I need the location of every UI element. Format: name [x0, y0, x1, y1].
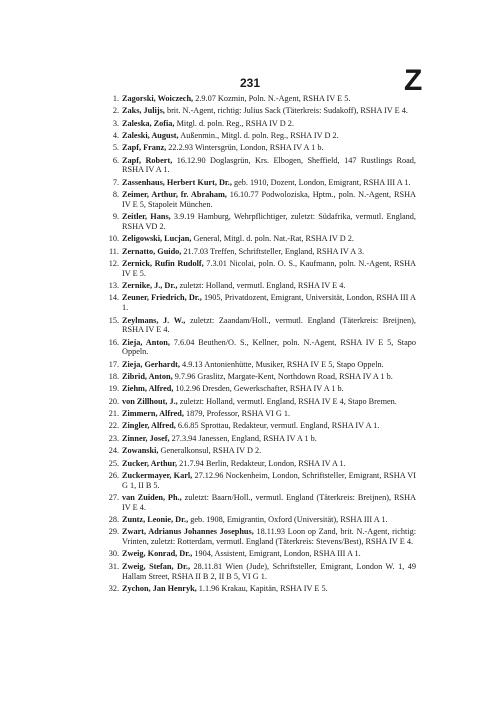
- list-item: [104, 584, 416, 594]
- entry-number: 22.: [108, 421, 119, 431]
- entry-details: 18.11.93 Loon op Zand, brit. N.-Agent, richtig: Vrinten, zuletzt: Rotterdam, vermutl. England (Täterkreis: Stevens/Best), RSHA IV E 4.: [122, 527, 416, 547]
- entry-details: zuletzt: Holland, vermutl. England, RSHA IV E 4, Stapo Bremen.: [177, 396, 397, 406]
- entry-number: 27.: [108, 492, 119, 502]
- entry-details: 1904, Assistent, Emigrant, London, RSHA III A 1.: [192, 549, 361, 559]
- entry-name: Ziehm, Alfred,: [122, 384, 174, 394]
- entry-details: 27.3.94 Janessen, England, RSHA IV A 1 b.: [169, 433, 317, 443]
- entry-details: Mitgl. d. poln. Reg., RSHA IV D 2.: [174, 118, 294, 128]
- entry-details: zuletzt: Baarn/Holl., vermutl. England (Täterkreis: Breijnen), RSHA IV E 4.: [122, 492, 416, 512]
- list-item: [104, 119, 416, 129]
- entry-name: Zuntz, Leonie, Dr.,: [122, 515, 189, 525]
- list-item: [104, 281, 416, 291]
- list-item: [104, 190, 416, 210]
- entry-details: 7.3.01 Nicolai, poln. O. S., Kaufmann, poln. N.-Agent, RSHA IV E 5.: [122, 259, 416, 278]
- entry-number: 4.: [112, 131, 119, 141]
- list-item: [104, 94, 416, 104]
- entry-number: 20.: [108, 396, 119, 406]
- list-item: [104, 131, 416, 141]
- entry-number: 10.: [108, 234, 119, 244]
- entry-name: von Zillhout, J.,: [122, 396, 178, 406]
- list-item: [104, 372, 416, 382]
- entry-name: van Zuiden, Ph.,: [122, 492, 182, 502]
- list-item: [104, 293, 416, 313]
- entry-details: 21.7.94 Berlin, Redakteur, London, RSHA IV A 1.: [177, 458, 346, 468]
- entry-name: Zeligowski, Lucjan,: [122, 234, 192, 244]
- entry-number: 5.: [112, 143, 119, 153]
- entry-name: Zeylmans, J. W.,: [122, 315, 186, 325]
- entry-name: Zapf, Robert,: [122, 155, 173, 165]
- list-item: [104, 515, 416, 525]
- entry-details: Generalkonsul, RSHA IV D 2.: [158, 446, 262, 456]
- list-item: [104, 178, 416, 188]
- list-item: [104, 421, 416, 431]
- entry-number: 30.: [108, 549, 119, 559]
- list-item: [104, 143, 416, 153]
- entry-details: Außenmin., Mitgl. d. poln. Reg., RSHA IV D 2.: [178, 131, 339, 141]
- entry-name: Zernike, J., Dr.,: [122, 281, 178, 291]
- list-item: [104, 360, 416, 370]
- list-item: [104, 156, 416, 176]
- entry-number: 2.: [112, 106, 119, 116]
- entry-name: Zieja, Gerhardt,: [122, 359, 180, 369]
- entry-name: Zapf, Franz,: [122, 143, 167, 153]
- entry-details: 28.11.81 Wien (Jude), Schriftsteller, Emigrant, London W. 1, 49 Hallam Street, RSHA II B 2, II B 5, VI G 1.: [122, 561, 416, 581]
- entry-number: 8.: [112, 190, 119, 200]
- entry-details: 1.1.96 Krakau, Kapitän, RSHA IV E 5.: [196, 583, 328, 593]
- entry-name: Zimmern, Alfred,: [122, 409, 184, 419]
- entry-details: 4.9.13 Antonienhütte, Musiker, RSHA IV E 5, Stapo Oppeln.: [179, 359, 384, 369]
- list-item: [104, 316, 416, 336]
- entry-details: 10.2.96 Dresden, Gewerkschafter, RSHA IV A 1 b.: [173, 384, 344, 394]
- entry-number: 17.: [108, 359, 119, 369]
- entry-details: 1905, Privatdozent, Emigrant, Universität, London, RSHA III A 1.: [122, 293, 417, 313]
- entry-number: 29.: [108, 527, 119, 537]
- entry-details: zuletzt: Zaandam/Holl., vermutl. England (Täterkreis: Breijnen), RSHA IV E 4.: [122, 315, 416, 335]
- entry-number: 18.: [108, 372, 119, 382]
- entry-number: 32.: [108, 583, 119, 593]
- list-item: [104, 459, 416, 469]
- list-item: [104, 259, 416, 279]
- list-item: [104, 493, 416, 513]
- entry-details: 21.7.03 Treffen, Schriftsteller, England, RSHA IV A 3.: [181, 246, 365, 256]
- entry-name: Zychon, Jan Henryk,: [122, 583, 197, 593]
- entry-number: 26.: [108, 470, 119, 480]
- entry-details: zuletzt: Holland, vermutl. England, RSHA IV E 4.: [177, 281, 346, 291]
- entry-name: Zowanski,: [122, 446, 159, 456]
- list-item: [104, 446, 416, 456]
- entry-name: Zaleska, Zofia,: [122, 118, 175, 128]
- entry-number: 14.: [108, 293, 119, 303]
- entry-details: 6.6.85 Sprottau, Redakteur, vermutl. England, RSHA IV A 1.: [175, 421, 380, 431]
- entry-details: geb. 1908, Emigrantin, Oxford (Universität), RSHA III A 1.: [188, 515, 388, 525]
- list-item: [104, 384, 416, 394]
- entry-details: 16.12.90 Doglasgrün, Krs. Elbogen, Sheffield, 147 Rustlings Road, RSHA IV A 1.: [122, 155, 416, 175]
- list-item: [104, 471, 416, 491]
- entry-details: 27.12.96 Nockenheim, London, Schriftsteller, Emigrant, RSHA VI G 1, II B 5.: [122, 470, 417, 490]
- list-item: [104, 234, 416, 244]
- entry-name: Zweig, Stefan, Dr.,: [122, 561, 191, 571]
- entry-number: 9.: [112, 212, 119, 222]
- entry-name: Zingler, Alfred,: [122, 421, 176, 431]
- entry-name: Zeitler, Hans,: [122, 212, 171, 222]
- entry-name: Zuckermayer, Karl,: [122, 470, 193, 480]
- entry-number: 19.: [108, 384, 119, 394]
- list-item: [104, 106, 416, 116]
- entry-number: 23.: [108, 433, 119, 443]
- entry-number: 13.: [108, 281, 119, 291]
- entry-details: 7.6.04 Beuthen/O. S., Kellner, poln. N.-Agent, RSHA IV E 5, Stapo Oppeln.: [122, 337, 416, 357]
- entry-name: Zagorski, Woiczech,: [122, 94, 194, 103]
- list-item: [104, 338, 416, 358]
- list-item: [104, 409, 416, 419]
- entry-name: Zeuner, Friedrich, Dr.,: [122, 293, 202, 303]
- entry-number: 12.: [108, 259, 119, 269]
- entry-name: Zwart, Adrianus Johannes Josephus,: [122, 527, 254, 537]
- page-number: 231: [239, 76, 261, 90]
- entry-number: 1.: [112, 94, 119, 103]
- entry-number: 28.: [108, 515, 119, 525]
- entry-name: Zassenhaus, Herbert Kurt, Dr.,: [122, 177, 232, 187]
- entry-number: 24.: [108, 446, 119, 456]
- entry-name: Zernick, Rufin Rudolf,: [122, 259, 204, 269]
- entry-details: 22.2.93 Wintersgrün, London, RSHA IV A 1 b.: [166, 143, 324, 153]
- entry-name: Zucker, Arthur,: [122, 458, 178, 468]
- list-item: [104, 397, 416, 407]
- entry-number: 11.: [108, 246, 119, 256]
- entry-number: 6.: [112, 155, 119, 165]
- entry-number: 7.: [112, 177, 119, 187]
- entry-number: 16.: [108, 337, 119, 347]
- entry-name: Zinner, Josef,: [122, 433, 170, 443]
- entry-number: 15.: [108, 315, 119, 325]
- entry-details: 9.7.96 Graslitz, Margate-Kent, Northdown Road, RSHA IV A 1 b.: [172, 372, 393, 382]
- entry-number: 31.: [108, 561, 119, 571]
- entry-details: 16.10.77 Podwoloziska, Hptm., poln. N.-Agent, RSHA IV E 5, Stapoleit München.: [122, 190, 416, 209]
- list-item: [104, 434, 416, 444]
- entry-details: geb. 1910, Dozent, London, Emigrant, RSHA III A 1.: [231, 177, 411, 187]
- entry-number: 25.: [108, 458, 119, 468]
- list-item: [104, 247, 416, 257]
- entry-details: General, Mitgl. d. poln. Nat.-Rat, RSHA IV D 2.: [191, 234, 354, 244]
- entry-name: Zweig, Konrad, Dr.,: [122, 549, 193, 559]
- entry-number: 21.: [108, 409, 119, 419]
- entry-details: 2.9.07 Kozmin, Poln. N.-Agent, RSHA IV E 5.: [193, 94, 351, 103]
- section-letter: Z: [404, 64, 423, 97]
- list-item: [104, 549, 416, 559]
- entry-number: 3.: [112, 118, 119, 128]
- list-item: [104, 562, 416, 582]
- entry-name: Zeimer, Arthur, fr. Abraham,: [122, 190, 227, 200]
- list-item: [104, 212, 416, 232]
- entry-name: Zernatto, Guido,: [122, 246, 182, 256]
- list-item: [104, 527, 416, 547]
- entry-details: 3.9.19 Hamburg, Wehrpflichtiger, zuletzt: Südafrika, vermutl. England, RSHA VD 2.: [122, 212, 416, 231]
- entry-details: brit. N.-Agent, richtig: Julius Sack (Täterkreis: Sudakoff), RSHA IV E 4.: [164, 106, 408, 116]
- entry-name: Zibrid, Anton,: [122, 372, 173, 382]
- entry-list: [104, 94, 416, 596]
- entry-name: Zaks, Julijs,: [122, 106, 165, 116]
- entry-name: Zaleski, August,: [122, 131, 179, 141]
- entry-details: 1879, Professor, RSHA VI G 1.: [183, 409, 291, 419]
- entry-name: Zieja, Anton,: [122, 337, 170, 347]
